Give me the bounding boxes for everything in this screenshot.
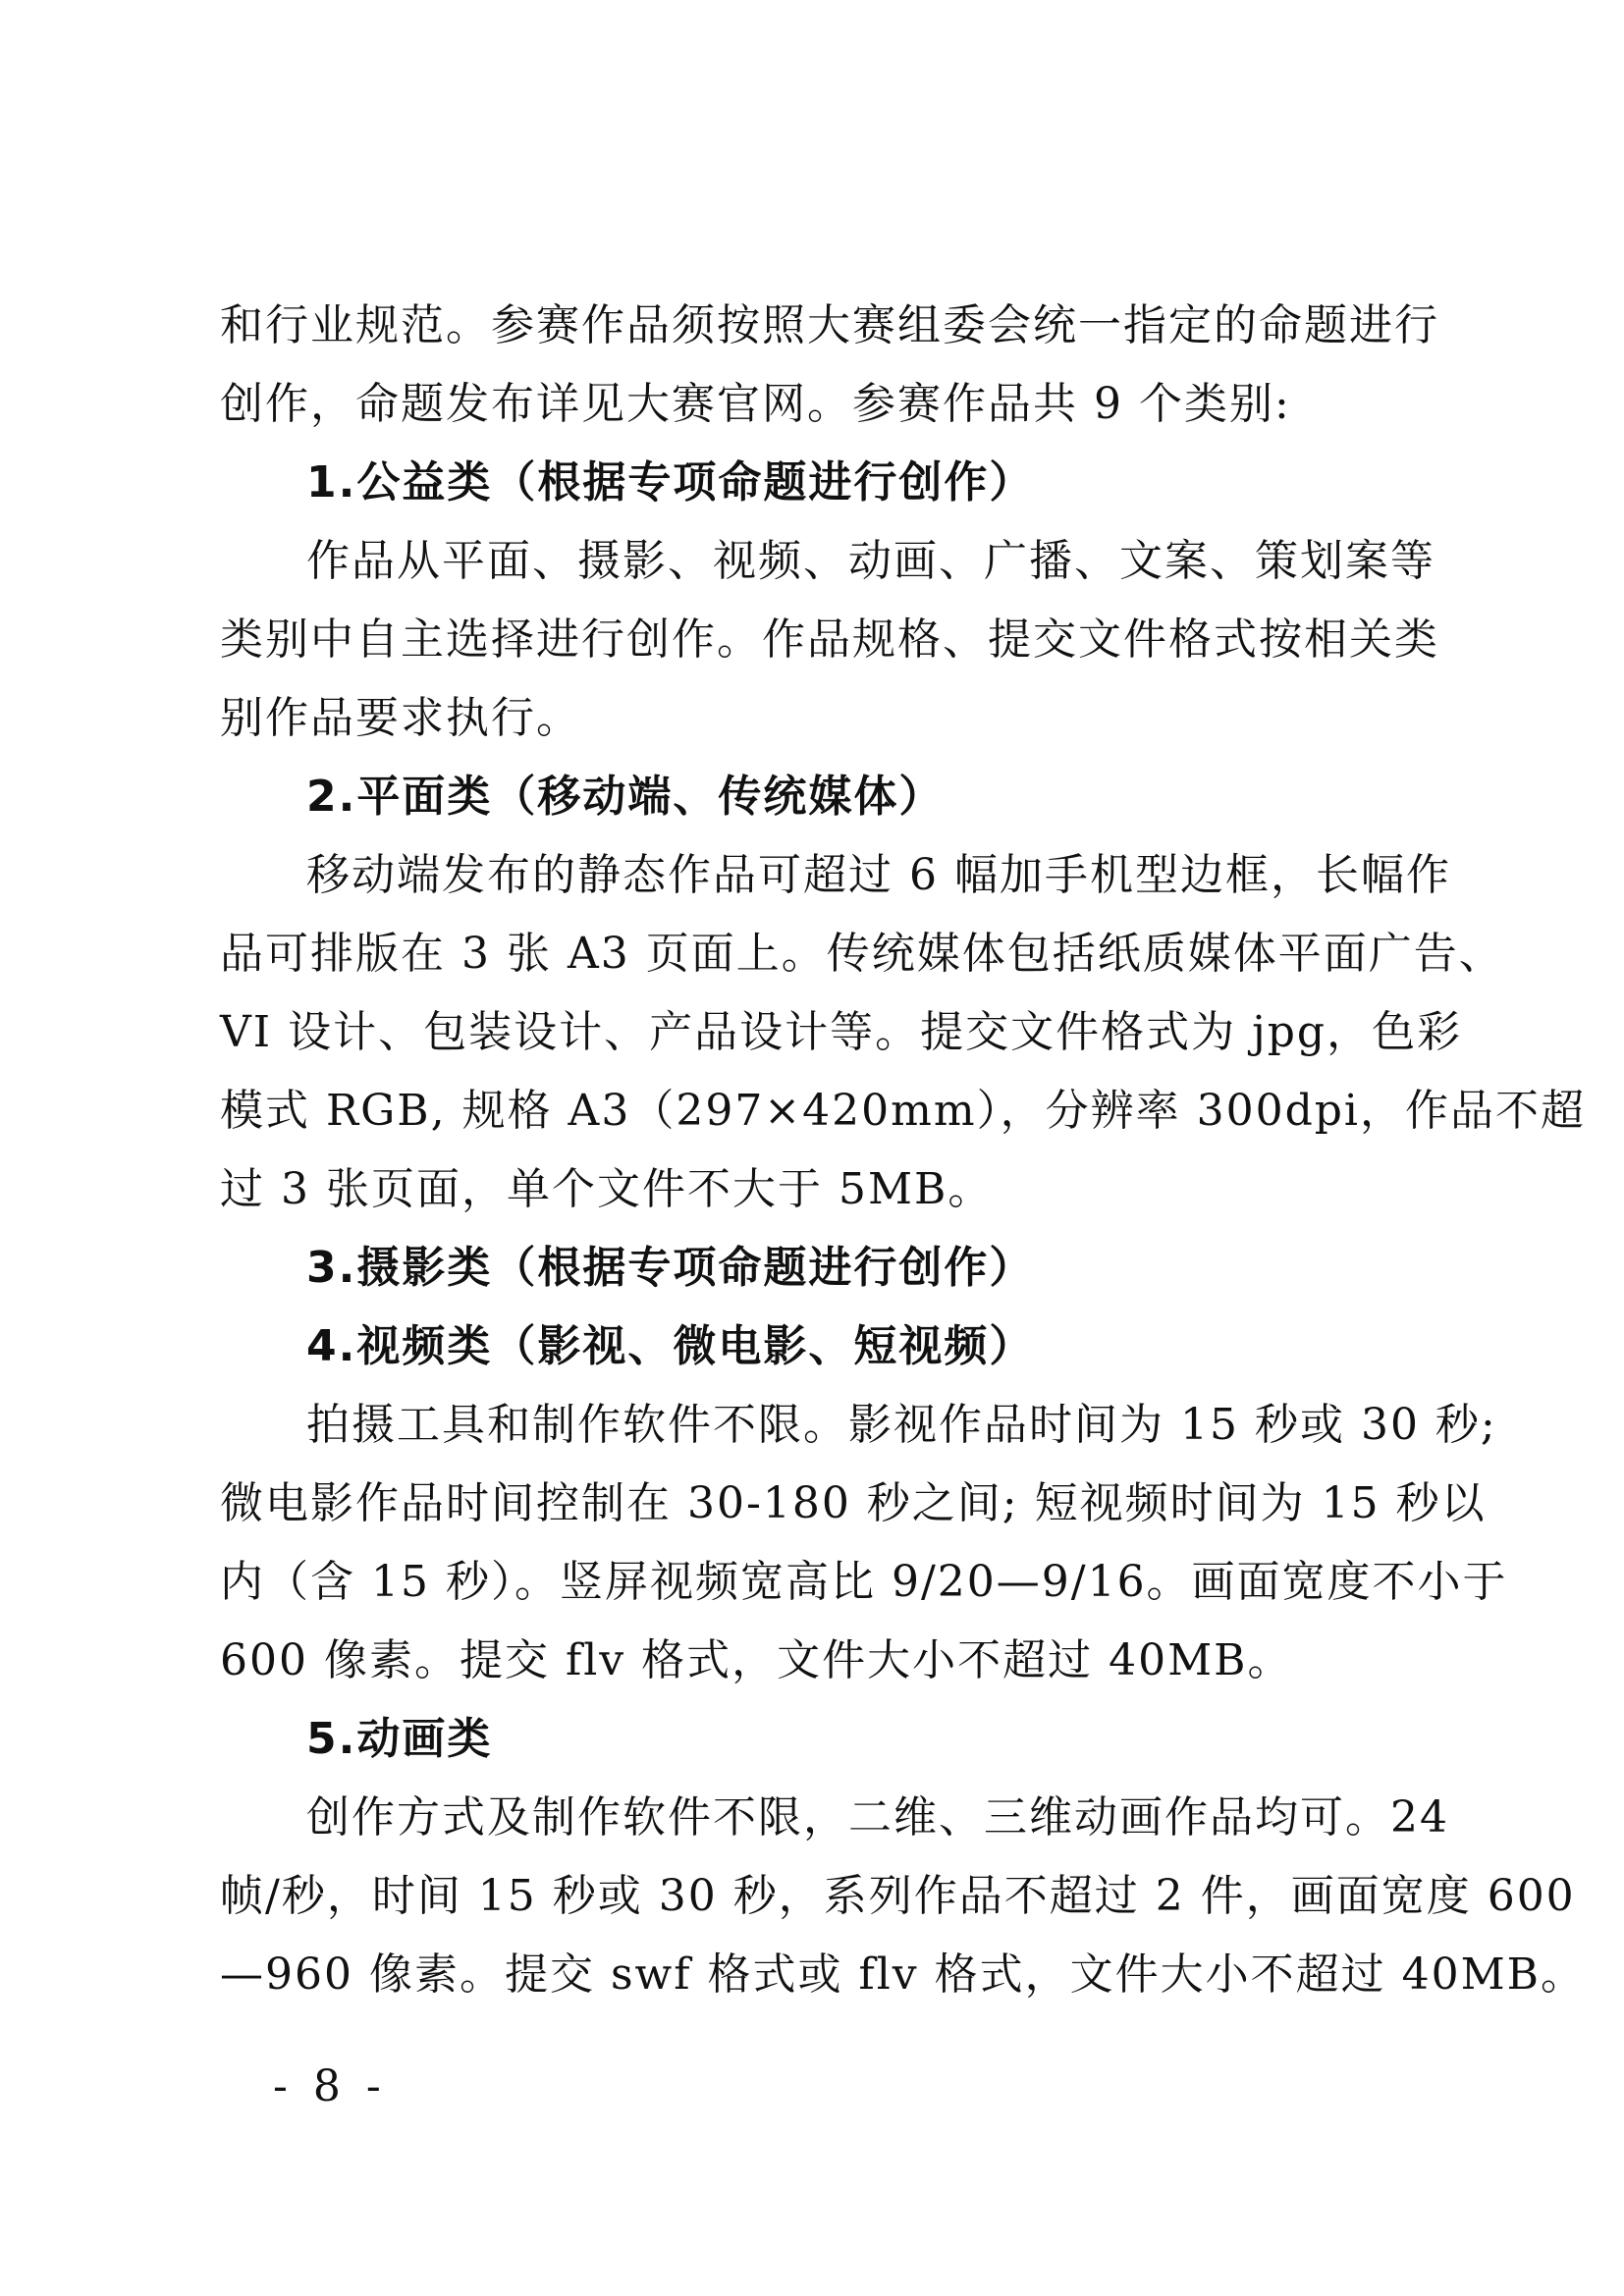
page-number: - 8 - — [273, 2061, 387, 2111]
intro-line-2: 创作，命题发布详见大赛官网。参赛作品共 9 个类别: — [220, 379, 1291, 429]
section-1-line-1: 作品从平面、摄影、视频、动画、广播、文案、策划案等 — [306, 536, 1435, 586]
section-1-line-3: 别作品要求执行。 — [220, 693, 581, 743]
section-2-line-2: 品可排版在 3 张 A3 页面上。传统媒体包括纸质媒体平面广告、 — [220, 929, 1504, 979]
section-3-heading: 3.摄影类（根据专项命题进行创作） — [306, 1243, 1035, 1293]
section-2-line-4: 模式 RGB, 规格 A3（297×420mm），分辨率 300dpi，作品不超 — [220, 1086, 1586, 1136]
section-1-heading: 1.公益类（根据专项命题进行创作） — [306, 457, 1035, 507]
section-2-heading: 2.平面类（移动端、传统媒体） — [306, 772, 945, 822]
section-5-heading: 5.动画类 — [306, 1714, 493, 1764]
section-4-heading: 4.视频类（影视、微电影、短视频） — [306, 1321, 1035, 1371]
section-5-line-1: 创作方式及制作软件不限，二维、三维动画作品均可。24 — [306, 1792, 1449, 1842]
section-4-line-2: 微电影作品时间控制在 30-180 秒之间; 短视频时间为 15 秒以 — [220, 1478, 1487, 1528]
section-2-line-1: 移动端发布的静态作品可超过 6 幅加手机型边框，长幅作 — [306, 850, 1451, 900]
section-4-line-4: 600 像素。提交 flv 格式，文件大小不超过 40MB。 — [220, 1635, 1293, 1685]
intro-line-1: 和行业规范。参赛作品须按照大赛组委会统一指定的命题进行 — [220, 300, 1439, 350]
section-4-line-3: 内（含 15 秒）。竖屏视频宽高比 9/20—9/16。画面宽度不小于 — [220, 1557, 1508, 1607]
section-1-line-2: 类别中自主选择进行创作。作品规格、提交文件格式按相关类 — [220, 614, 1439, 665]
section-2-line-3: VI 设计、包装设计、产品设计等。提交文件格式为 jpg，色彩 — [220, 1007, 1463, 1057]
section-5-line-3: —960 像素。提交 swf 格式或 flv 格式，文件大小不超过 40MB。 — [220, 1949, 1587, 2000]
section-2-line-5: 过 3 张页面，单个文件不大于 5MB。 — [220, 1164, 994, 1214]
section-4-line-1: 拍摄工具和制作软件不限。影视作品时间为 15 秒或 30 秒; — [306, 1400, 1497, 1450]
section-5-line-2: 帧/秒，时间 15 秒或 30 秒，系列作品不超过 2 件，画面宽度 600 — [220, 1871, 1576, 1921]
